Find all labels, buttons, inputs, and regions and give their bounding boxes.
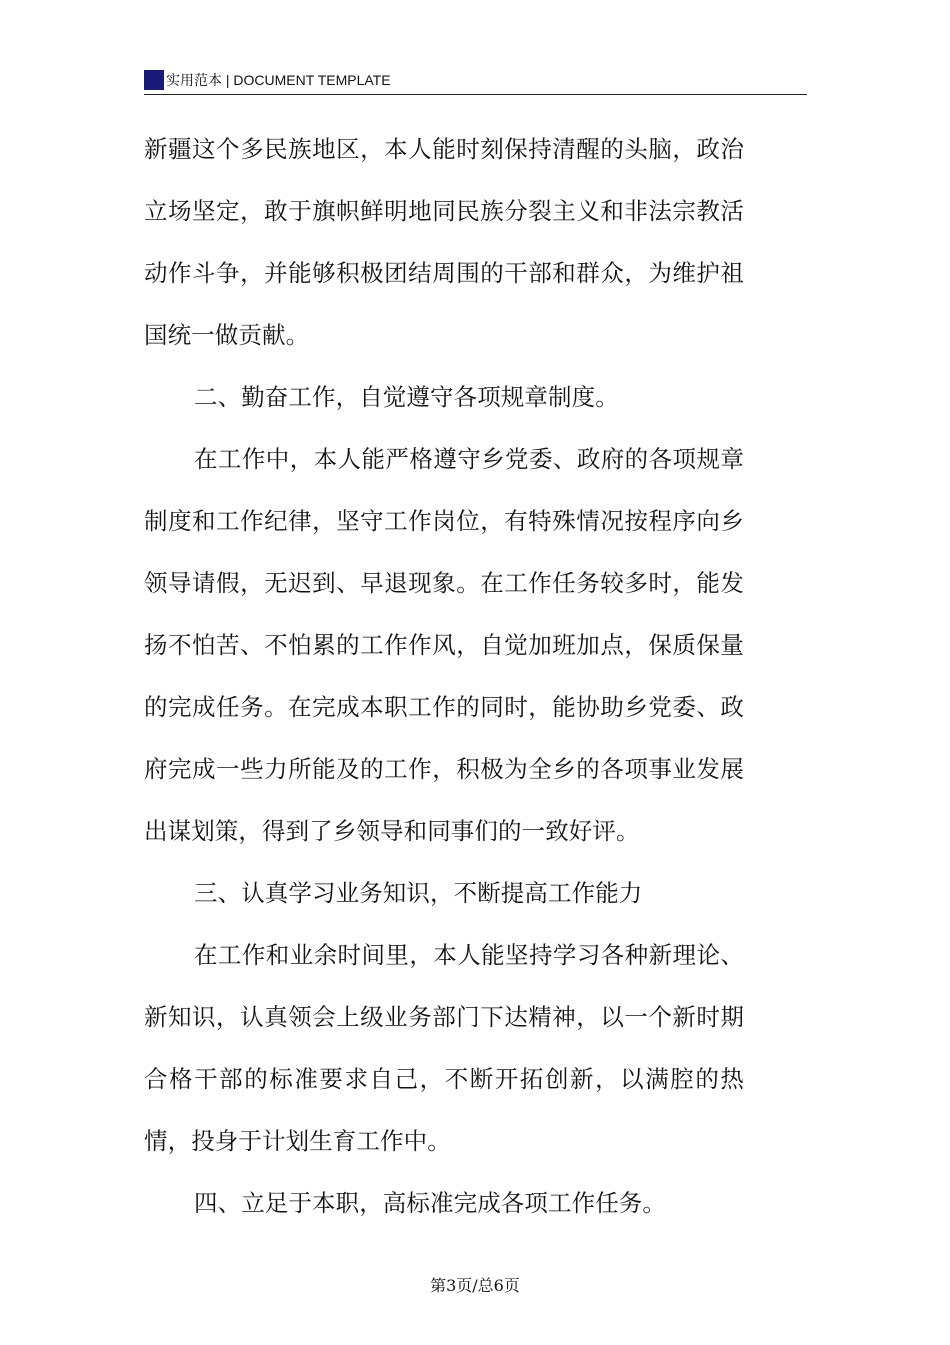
paragraph-1: 新疆这个多民族地区，本人能时刻保持清醒的头脑，政治立场坚定，敢于旗帜鲜明地同民族分裂主义和非法宗教活动作斗争，并能够积极团结周围的干部和群众，为维护祖国统一做贡献。 — [144, 135, 744, 349]
logo-square-icon — [144, 70, 164, 90]
section-heading-2: 二、勤奋工作，自觉遵守各项规章制度。 — [194, 383, 619, 411]
section-heading-3: 三、认真学习业务知识，不断提高工作能力 — [194, 879, 643, 907]
header-title-cn: 实用范本 — [166, 72, 222, 88]
header-title — [166, 71, 391, 89]
paragraph-3: 在工作和业余时间里，本人能坚持学习各种新理论、新知识，认真领会上级业务部门下达精神，以一个新时期合格干部的标准要求自己，不断开拓创新，以满腔的热情，投身于计划生育工作中。 — [144, 941, 744, 1155]
document-body — [144, 118, 744, 1234]
page-number: 第3页/总6页 — [430, 1276, 520, 1295]
header-subtitle: DOCUMENT TEMPLATE — [233, 72, 391, 88]
header-separator: | — [225, 72, 230, 88]
page-header — [144, 68, 807, 95]
paragraph-2: 在工作中，本人能严格遵守乡党委、政府的各项规章制度和工作纪律，坚守工作岗位，有特殊情况按程序向乡领导请假，无迟到、早退现象。在工作任务较多时，能发扬不怕苦、不怕累的工作作风，自觉加班加点，保质保量的完成任务。在完成本职工作的同时，能协助乡党委、政府完成一些力所能及的工作，积极为全乡的各项事业发展出谋划策，得到了乡领导和同事们的一致好评。 — [144, 445, 744, 845]
section-heading-4: 四、立足于本职，高标准完成各项工作任务。 — [194, 1189, 666, 1217]
